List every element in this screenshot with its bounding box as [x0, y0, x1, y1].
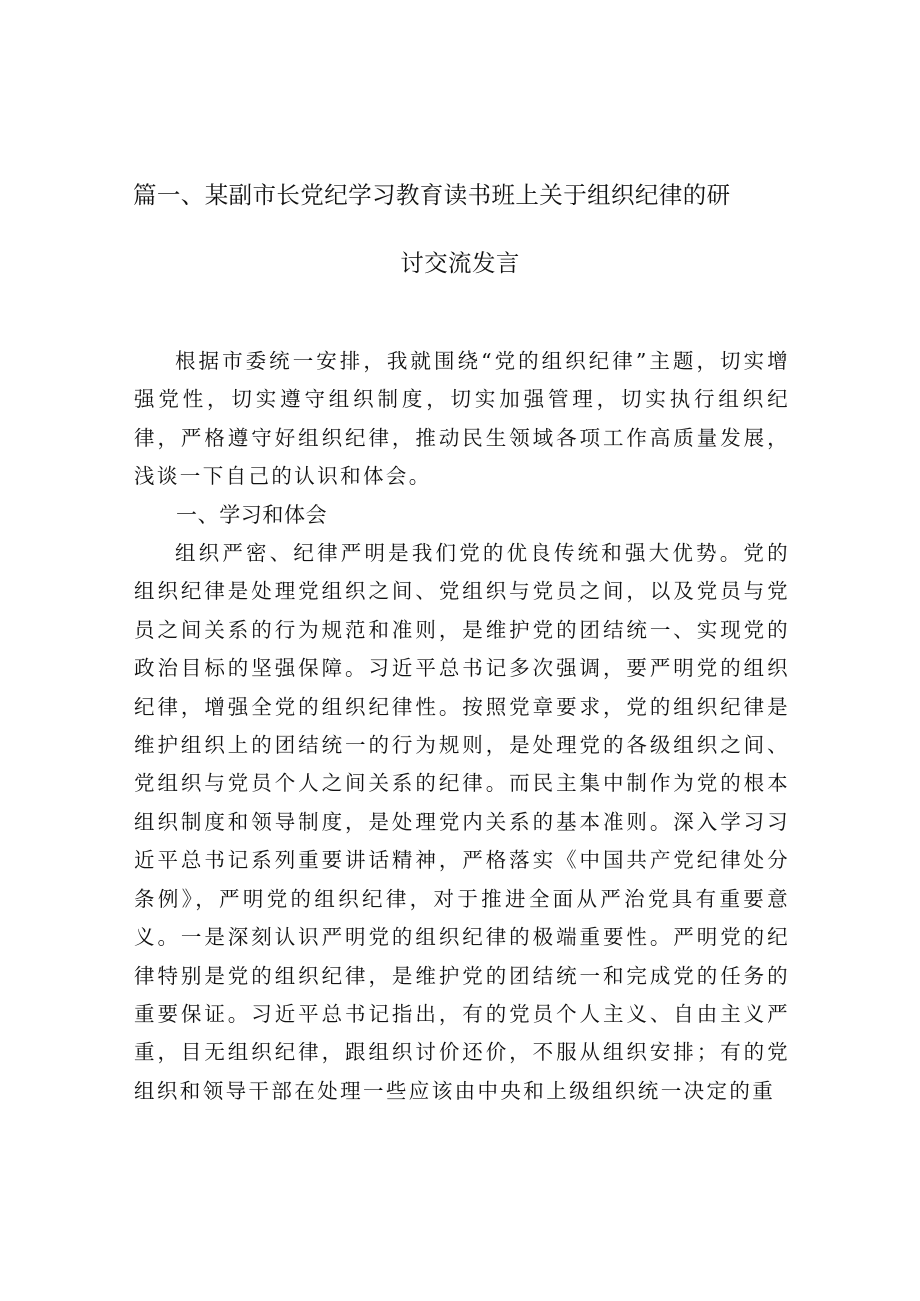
- section-heading-study: 一、学习和体会: [176, 502, 328, 527]
- document-title-line-1: 篇一、某副市长党纪学习教育读书班上关于组织纪律的研: [133, 181, 731, 209]
- document-body: [134, 342, 790, 1110]
- intro-paragraph: 根据市委统一安排，我就围绕“党的组织纪律”主题，切实增强党性，切实遵守组织制度，切实加强管理，切实执行组织纪律，严格遵守好组织纪律，推动民生领域各项工作高质量发展，浅谈一下自己的认识和体会。: [134, 349, 790, 489]
- section-paragraph-study: 组织严密、纪律严明是我们党的优良传统和强大优势。党的组织纪律是处理党组织之间、党组织与党员之间，以及党员与党员之间关系的行为规范和准则，是维护党的团结统一、实现党的政治目标的坚强保障。习近平总书记多次强调，要严明党的组织纪律，增强全党的组织纪律性。按照党章要求，党的组织纪律是维护组织上的团结统一的行为规则，是处理党的各级组织之间、党组织与党员个人之间关系的纪律。而民主集中制作为党的根本组织制度和领导制度，是处理党内关系的基本准则。深入学习习近平总书记系列重要讲话精神，严格落实《中国共产党纪律处分条例》，严明党的组织纪律，对于推进全面从严治党具有重要意义。一是深刻认识严明党的组织纪律的极端重要性。严明党的纪律特别是党的组织纪律，是维护党的团结统一和完成党的任务的重要保证。习近平总书记指出，有的党员个人主义、自由主义严重，目无组织纪律，跟组织讨价还价，不服从组织安排；有的党组织和领导干部在处理一些应该由中央和上级组织统一决定的重: [134, 541, 790, 1103]
- document-title-line-2: 讨交流发言: [400, 249, 520, 277]
